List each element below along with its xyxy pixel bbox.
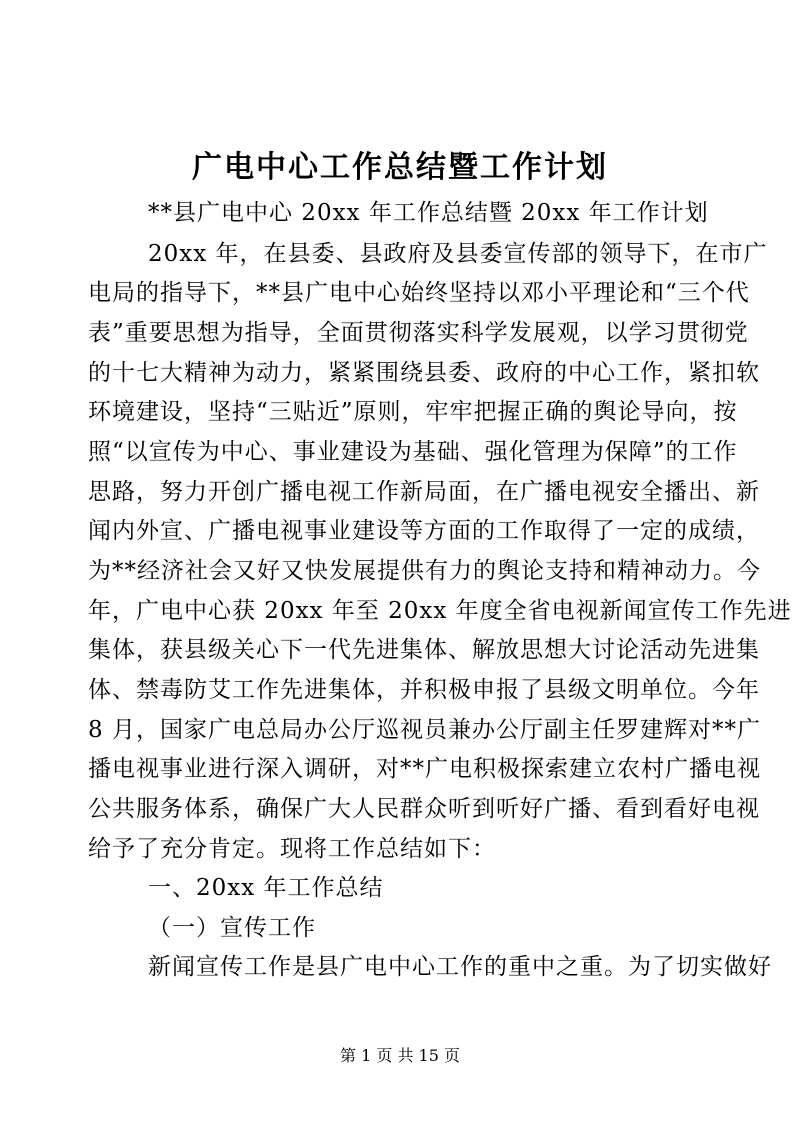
body-line: 年，广电中心获 20xx 年至 20xx 年度全省电视新闻宣传工作先进 <box>88 598 792 624</box>
body-line: 思路，努力开创广播电视工作新局面，在广播电视安全播出、新 <box>88 479 760 505</box>
body-line: 给予了充分肯定。现将工作总结如下： <box>88 836 496 862</box>
subtitle-line: **县广电中心 20xx 年工作总结暨 20xx 年工作计划 <box>148 200 709 226</box>
body-line: 照“以宣传为中心、事业建设为基础、强化管理为保障”的工作 <box>88 439 738 465</box>
body-line: 集体，获县级关心下一代先进集体、解放思想大讨论活动先进集 <box>88 637 760 663</box>
section-heading: 一、20xx 年工作总结 <box>148 875 384 901</box>
body-line: 的十七大精神为动力，紧紧围绕县委、政府的中心工作，紧扣软 <box>88 360 760 386</box>
body-line: 闻内外宣、广播电视事业建设等方面的工作取得了一定的成绩， <box>88 518 760 544</box>
body-line: 环境建设，坚持“三贴近”原则，牢牢把握正确的舆论导向，按 <box>88 399 738 425</box>
body-line: 新闻宣传工作是县广电中心工作的重中之重。为了切实做好 <box>148 954 772 980</box>
page-footer: 第 1 页 共 15 页 <box>340 1046 460 1065</box>
body-line: 8 月，国家广电总局办公厅巡视员兼办公厅副主任罗建辉对**广 <box>88 717 761 743</box>
body-line: 20xx 年，在县委、县政府及县委宣传部的领导下，在市广 <box>148 241 768 267</box>
subsection-heading: （一）宣传工作 <box>148 915 316 941</box>
document-title: 广电中心工作总结暨工作计划 <box>192 150 608 185</box>
body-line: 公共服务体系，确保广大人民群众听到听好广播、看到看好电视 <box>88 796 760 822</box>
body-line: 表”重要思想为指导，全面贯彻落实科学发展观，以学习贯彻党 <box>88 320 749 346</box>
body-line: 电局的指导下，**县广电中心始终坚持以邓小平理论和“三个代 <box>88 280 750 306</box>
body-line: 体、禁毒防艾工作先进集体，并积极申报了县级文明单位。今年 <box>88 677 760 703</box>
body-line: 播电视事业进行深入调研，对**广电积极探索建立农村广播电视 <box>88 756 761 782</box>
body-line: 为**经济社会又好又快发展提供有力的舆论支持和精神动力。今 <box>88 558 761 584</box>
